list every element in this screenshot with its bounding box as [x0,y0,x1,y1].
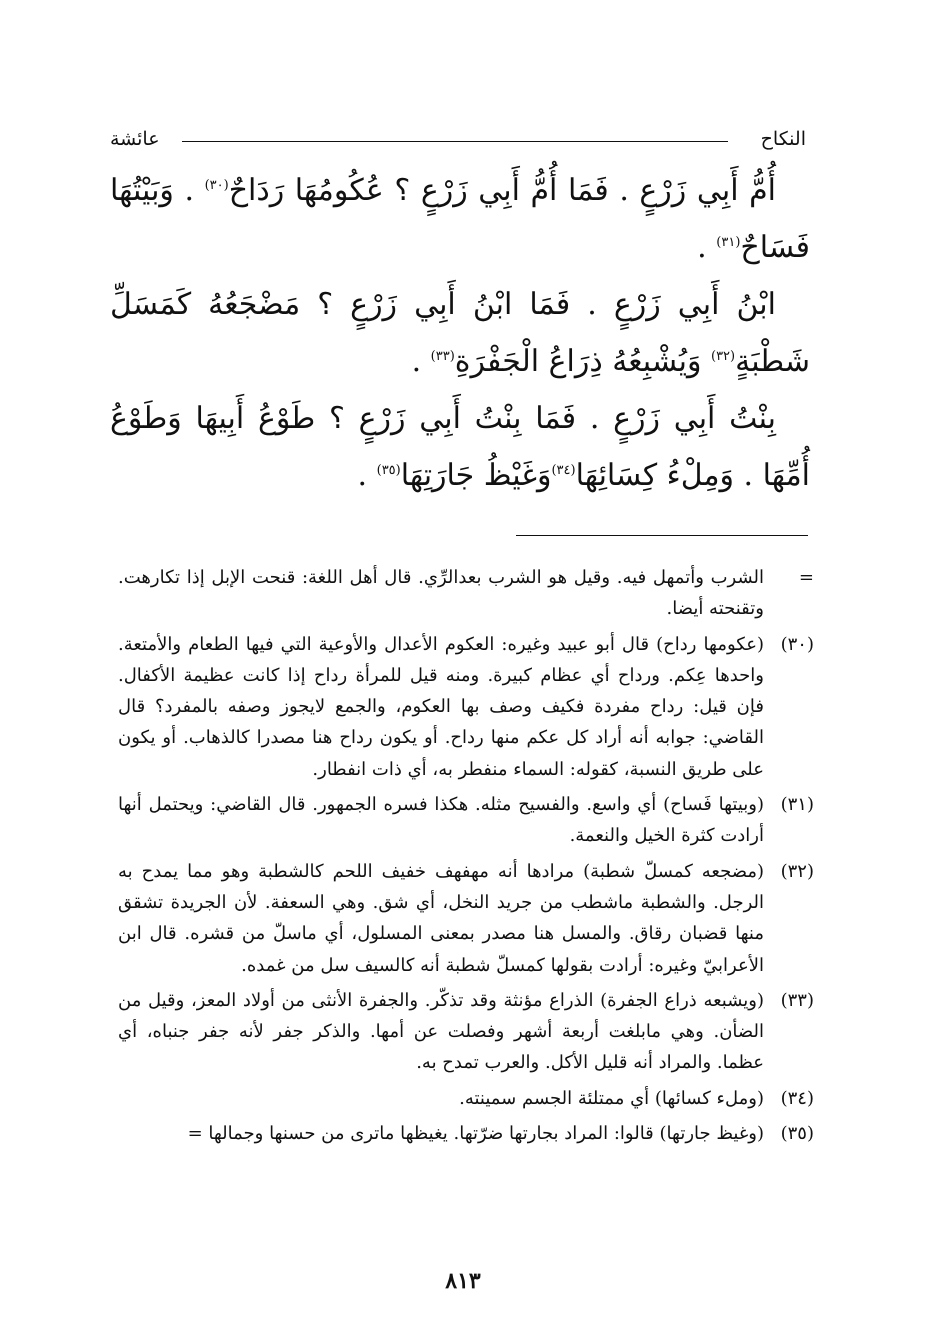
header-chapter-title: النكاح [760,128,806,150]
verse-text: ابْنُ أَبِي زَرْعٍ . فَمَا ابْنُ أَبِي زَرْعٍ ؟ مَضْجَعُهُ كَمَسَلِّ شَطْبَةٍ [110,287,810,379]
verse-paragraph [110,162,810,276]
footnote-text: الشرب وأتمهل فيه. وقيل هو الشرب بعدالرِّي. قال أهل اللغة: قنحت الإبل إذا تكارهت. وتقنحته أيضا. [118,567,764,620]
footnote [118,562,814,625]
hadith-text [110,162,810,504]
footnote-ref: (٣٤) [551,463,576,478]
footnote-text: (وبيتها فَساح) أي واسع. والفسيح مثله. هكذا فسره الجمهور. قال القاضي: ويحتمل أنها أرادت كثرة الخيل والنعمة. [118,794,764,847]
verse-paragraph [110,276,810,390]
footnote-text: (مضجعه كمسلّ شطبة) مرادها أنه مهفهف خفيف اللحم كالشطبة وهو مما يمدح به الرجل. والشطبة ماشطب من جريد النخل، أي شق. وهي السعفة. لأن الجريدة تشقق منها قضبان رقاق. والمسل هنا مصدر بمعنى المسلول، أي ماسلّ من قشره. قال ابن الأعرابيّ وغيره: أرادت بقولها كمسلّ شطبة أنه كالسيف سل من غمده. [118,860,764,976]
footnote-ref: (٣٥) [376,463,401,478]
footnote-number: (٣٤) [780,1087,814,1109]
footnote-text: (وملء كسائها) أي ممتلئة الجسم سمينته. [459,1087,764,1109]
verse-stop: . [411,344,422,379]
footnote-number: (٣١) [780,794,814,816]
verse-stop: . [357,458,368,493]
footnote [118,789,814,852]
footnote-separator [516,535,808,536]
footnote-text: (وغيظ جارتها) قالوا: المراد بجارتها ضرّتها. يغيظها ماترى من حسنها وجمالها = [187,1123,764,1145]
verse-text: وَغَيْظُ جَارَتِهَا [400,458,552,493]
footnote [118,856,814,981]
verse-paragraph [110,390,810,504]
footnote-number: = [798,567,814,588]
header-section-title: عائشة [110,128,160,150]
footnote-text: (عكومها رداح) قال أبو عبيد وغيره: العكوم الأعدال والأوعية التي فيها الطعام والأمتعة. واحدها عِكم. ورداح أي عظام كبيرة. ومنه قيل للمرأة رداح إذا كانت عظيمة الأكفال. فإن قيل: رداح مفردة فكيف وصف بها العكوم، والجمع لايجوز وصفه بالمفرد؟ قال القاضي: جوابه أنه أراد كل عكم منها رداح. أو يكون رداح هنا مصدرا كالذهاب. أو يكون على طريق النسبة، كقوله: السماء منفطر به، أي ذات انفطار. [118,633,764,780]
footnote-number: (٣٠) [780,633,814,655]
verse-text: . وَبَيْتُهَا فَسَاحٌ [110,173,810,265]
footnote [118,1083,814,1114]
footnote-text: (ويشبعه ذراع الجفرة) الذراع مؤنثة وقد تذكّر. والجفرة الأنثى من أولاد المعز، وقيل من الضأن. وهي مابلغت أربعة أشهر وفصلت عن أمها. والذكر جفر لأنه جفر جنباه، أي عظما. والمراد أنه قليل الأكل. والعرب تمدح به. [118,989,764,1074]
footnotes [118,562,814,1153]
footnote-ref: (٣٢) [710,349,736,364]
footnote [118,1118,814,1149]
running-header [110,128,806,156]
footnote [118,629,814,785]
footnote-number: (٣٥) [780,1123,814,1145]
verse-text: بِنْتُ أَبِي زَرْعٍ . فَمَا بِنْتُ أَبِي زَرْعٍ ؟ طَوْعُ أَبِيهَا وَطَوْعُ أُمِّهَا . وَمِلْءُ كِسَائِهَا [110,401,810,493]
footnote-number: (٣٣) [780,989,814,1011]
footnote [118,985,814,1079]
verse-text: وَيُشْبِعُهُ ذِرَاعُ الْجَفْرَةِ [454,344,702,379]
footnote-ref: (٣٠) [204,178,229,193]
verse-text: أُمُّ أَبِي زَرْعٍ . فَمَا أُمُّ أَبِي زَرْعٍ ؟ عُكُومُهَا رَدَاحٌ [228,173,776,208]
page-number: ٨١٣ [445,1268,481,1294]
verse-stop: . [697,230,707,265]
footnote-ref: (٣١) [716,235,741,250]
header-rule [182,141,728,142]
footnote-number: (٣٢) [780,860,814,882]
footnote-ref: (٣٣) [430,349,455,364]
